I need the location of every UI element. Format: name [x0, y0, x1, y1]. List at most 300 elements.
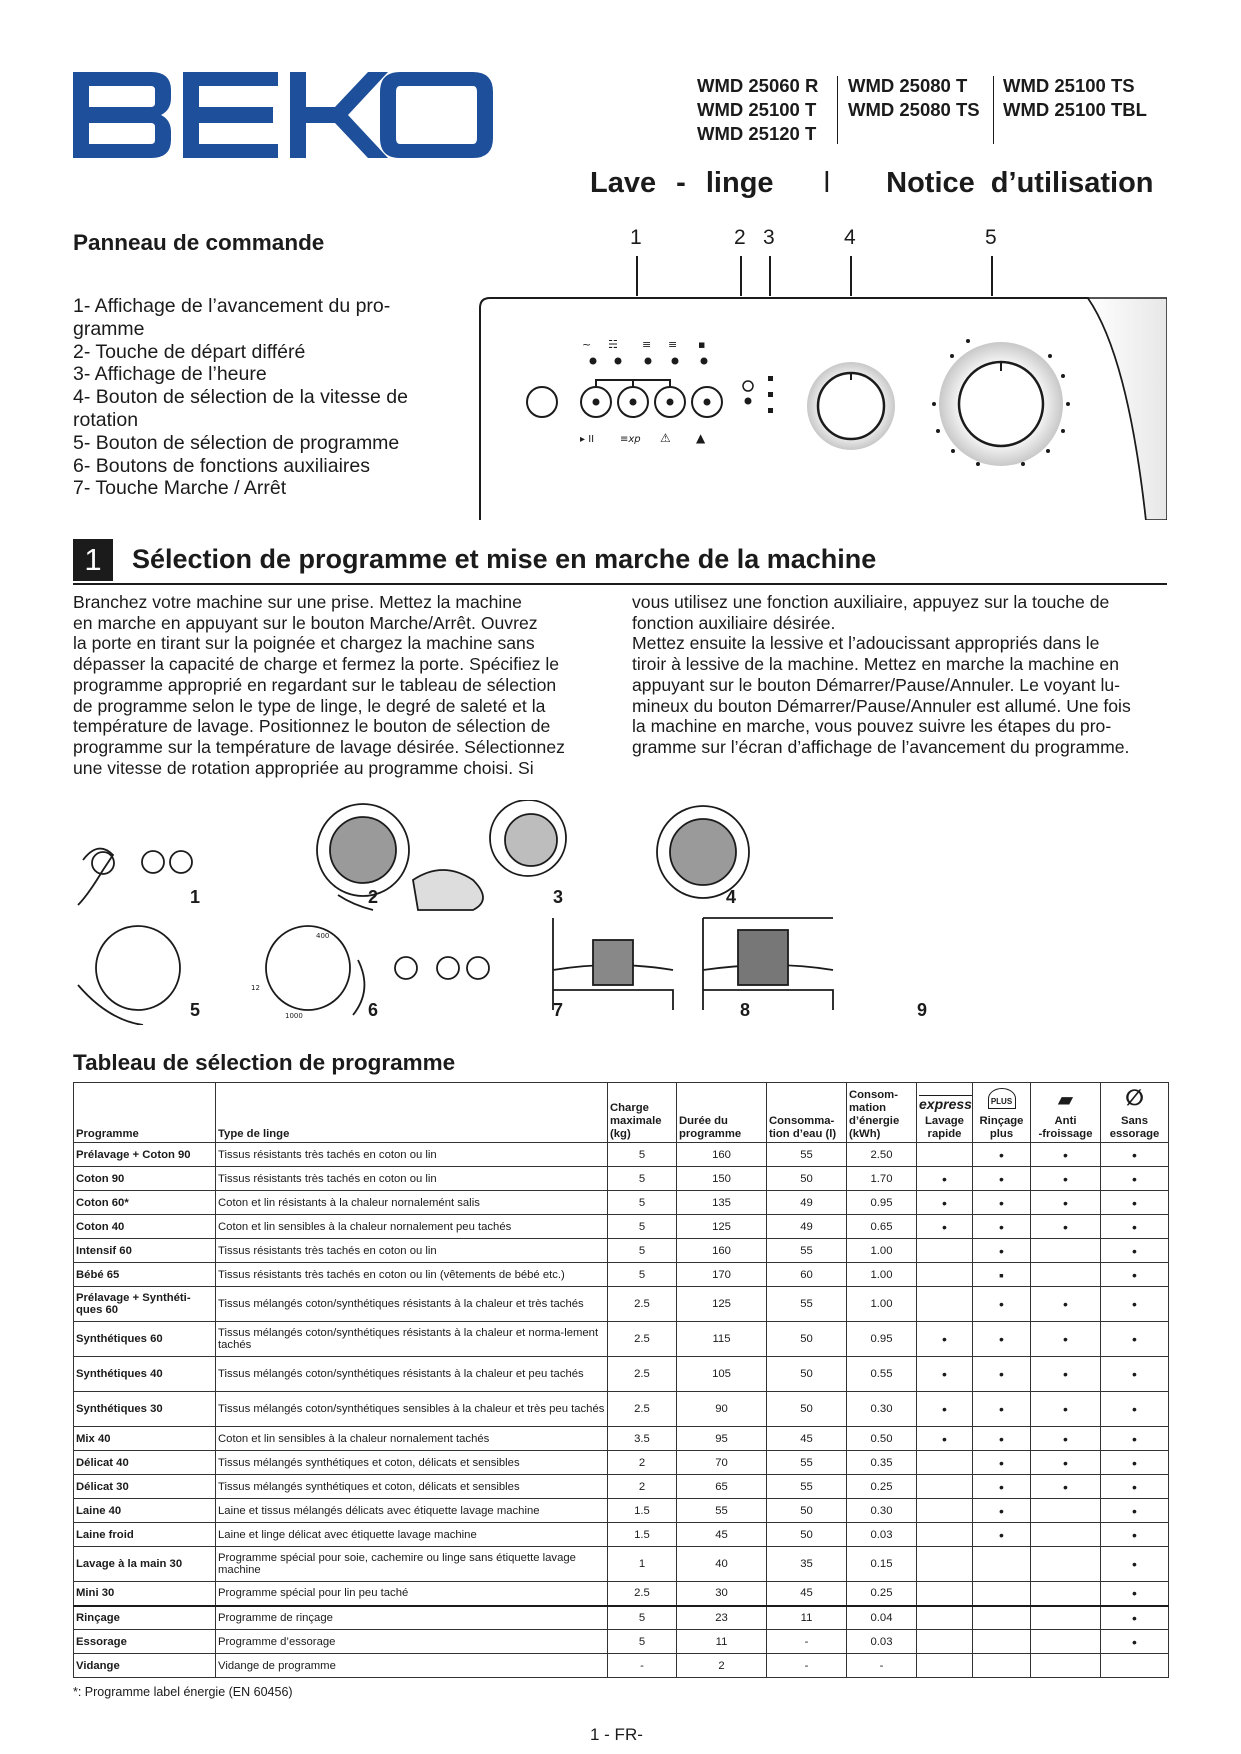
- table-cell: 0.95: [847, 1322, 917, 1357]
- table-cell: Essorage: [74, 1630, 216, 1654]
- table-cell: Tissus résistants très tachés en coton ou lin: [216, 1167, 608, 1191]
- table-row: [74, 1215, 1169, 1239]
- step-number: 1: [190, 887, 201, 907]
- table-cell: •: [917, 1322, 973, 1357]
- svg-text:☵: ☵: [608, 338, 618, 351]
- table-cell: 11: [677, 1630, 767, 1654]
- table-cell: [1101, 1654, 1169, 1678]
- table-cell: 0.03: [847, 1523, 917, 1547]
- table-cell: Coton et lin résistants à la chaleur nornalemént salis: [216, 1191, 608, 1215]
- table-cell: Rinçage: [74, 1606, 216, 1630]
- text-line: mineux du bouton Démarrer/Pause/Annuler est allumé. Une fois: [632, 695, 1131, 716]
- svg-text:▸ II: ▸ II: [580, 434, 595, 445]
- table-cell: Laine et linge délicat avec étiquette lavage machine: [216, 1523, 608, 1547]
- table-cell: [917, 1606, 973, 1630]
- col-header: Consom- mation d’énergie (kWh): [847, 1083, 917, 1143]
- table-cell: •: [917, 1215, 973, 1239]
- table-cell: Intensif 60: [74, 1239, 216, 1263]
- table-cell: •: [1101, 1499, 1169, 1523]
- col-header: ∅ Sans essorage: [1101, 1083, 1169, 1143]
- table-cell: Coton et lin sensibles à la chaleur nornalement peu tachés: [216, 1215, 608, 1239]
- table-cell: 45: [767, 1582, 847, 1606]
- text-line: appuyant sur le bouton Démarrer/Pause/Annuler. Le voyant lu-: [632, 674, 1121, 695]
- table-cell: 150: [677, 1167, 767, 1191]
- program-table: [73, 1082, 1169, 1678]
- col-header: Durée du programme: [677, 1083, 767, 1143]
- step-number: 3: [553, 887, 564, 907]
- table-cell: -: [608, 1654, 677, 1678]
- table-cell: 125: [677, 1287, 767, 1322]
- no-spin-icon: ∅: [1125, 1085, 1144, 1110]
- table-cell: 50: [767, 1392, 847, 1427]
- table-cell: 2.5: [608, 1357, 677, 1392]
- table-cell: 50: [767, 1167, 847, 1191]
- table-cell: Programme de rinçage: [216, 1606, 608, 1630]
- table-cell: •: [973, 1357, 1031, 1392]
- table-cell: [1031, 1606, 1101, 1630]
- table-cell: [917, 1523, 973, 1547]
- callout-line: [636, 256, 638, 296]
- table-cell: •: [1101, 1357, 1169, 1392]
- table-cell: [973, 1654, 1031, 1678]
- dial-label: 400: [316, 932, 330, 940]
- table-cell: •: [973, 1322, 1031, 1357]
- model-name: WMD 25100 TBL: [1003, 99, 1147, 120]
- legend-item: 5- Bouton de sélection de programme: [73, 431, 400, 454]
- col-header: Type de linge: [216, 1083, 608, 1143]
- table-cell: •: [973, 1523, 1031, 1547]
- col-header: Programme: [74, 1083, 216, 1143]
- table-cell: 2.5: [608, 1322, 677, 1357]
- table-cell: •: [1031, 1191, 1101, 1215]
- svg-text:≡: ≡: [668, 338, 678, 351]
- model-name: WMD 25120 T: [697, 123, 817, 144]
- table-cell: •: [1101, 1322, 1169, 1357]
- table-cell: •: [1101, 1523, 1169, 1547]
- table-cell: Mix 40: [74, 1427, 216, 1451]
- text-line: de programme selon le type de linge, le degré de saleté et la: [73, 695, 546, 716]
- table-cell: •: [917, 1191, 973, 1215]
- text-line: dépasser la capacité de charge et fermez la porte. Spécifiez le: [73, 654, 560, 675]
- table-cell: 2.5: [608, 1287, 677, 1322]
- legend-item: 1- Affichage de l’avancement du pro-: [73, 295, 391, 317]
- table-cell: 55: [767, 1239, 847, 1263]
- table-row: [74, 1143, 1169, 1167]
- table-row: [74, 1322, 1169, 1357]
- step-illustrations: [73, 800, 943, 1025]
- table-cell: •: [1031, 1215, 1101, 1239]
- step-number: 2: [368, 887, 379, 907]
- table-cell: 0.30: [847, 1392, 917, 1427]
- table-cell: 105: [677, 1357, 767, 1392]
- table-cell: [917, 1287, 973, 1322]
- text-line: la porte en tirant sur la poignée et chargez la machine sans: [73, 633, 535, 654]
- table-cell: 0.25: [847, 1582, 917, 1606]
- table-cell: •: [1101, 1191, 1169, 1215]
- table-cell: [1031, 1523, 1101, 1547]
- table-cell: •: [1101, 1582, 1169, 1606]
- table-cell: Délicat 30: [74, 1475, 216, 1499]
- table-cell: 0.35: [847, 1451, 917, 1475]
- table-cell: 45: [677, 1523, 767, 1547]
- table-cell: 1.00: [847, 1287, 917, 1322]
- table-cell: 115: [677, 1322, 767, 1357]
- model-name: WMD 25060 R: [697, 75, 819, 96]
- table-cell: 0.65: [847, 1215, 917, 1239]
- table-cell: 0.25: [847, 1475, 917, 1499]
- table-cell: 55: [767, 1143, 847, 1167]
- models-col-3: [1003, 74, 1147, 122]
- table-cell: •: [1101, 1427, 1169, 1451]
- table-cell: •: [1101, 1263, 1169, 1287]
- step-number: 7: [553, 1000, 564, 1020]
- table-row: [74, 1630, 1169, 1654]
- table-cell: 49: [767, 1191, 847, 1215]
- table-cell: •: [1101, 1451, 1169, 1475]
- iron-icon: ▰: [1057, 1089, 1074, 1111]
- table-cell: 90: [677, 1392, 767, 1427]
- table-cell: 0.30: [847, 1499, 917, 1523]
- table-cell: Programme spécial pour lin peu taché: [216, 1582, 608, 1606]
- table-cell: 160: [677, 1239, 767, 1263]
- callout-number: 3: [763, 226, 775, 249]
- table-cell: Coton 90: [74, 1167, 216, 1191]
- model-name: WMD 25080 TS: [848, 99, 980, 120]
- table-cell: 50: [767, 1523, 847, 1547]
- table-cell: [917, 1239, 973, 1263]
- table-cell: [1031, 1630, 1101, 1654]
- text-line: température de lavage. Positionnez le bouton de sélection de: [73, 716, 551, 737]
- text-line: gramme sur l’écran d’affichage de l’avancement du programme.: [632, 736, 1130, 757]
- legend-item: 6- Boutons de fonctions auxiliaires: [73, 454, 371, 477]
- table-cell: Tissus mélangés coton/synthétiques sensibles à la chaleur et très peu tachés: [216, 1392, 608, 1427]
- table-cell: [917, 1263, 973, 1287]
- table-cell: Laine et tissus mélangés délicats avec étiquette lavage machine: [216, 1499, 608, 1523]
- model-divider: [993, 76, 994, 144]
- table-cell: •: [973, 1191, 1031, 1215]
- table-cell: 5: [608, 1263, 677, 1287]
- panel-heading: Panneau de commande: [73, 230, 325, 255]
- table-cell: Tissus mélangés coton/synthétiques résistants à la chaleur et très tachés: [216, 1287, 608, 1322]
- model-name: WMD 25080 T: [848, 75, 968, 96]
- col-header: express Lavage rapide: [917, 1083, 973, 1143]
- svg-text:≡: ≡: [642, 338, 652, 351]
- table-cell: 1: [608, 1547, 677, 1582]
- callout-line: [740, 256, 742, 296]
- table-cell: 55: [767, 1451, 847, 1475]
- table-cell: Coton 40: [74, 1215, 216, 1239]
- table-row: [74, 1427, 1169, 1451]
- table-cell: 1.00: [847, 1263, 917, 1287]
- legend-item: 4- Bouton de sélection de la vitesse de: [73, 386, 408, 409]
- table-cell: -: [767, 1630, 847, 1654]
- callout-line: [991, 256, 993, 296]
- table-cell: 2.5: [608, 1392, 677, 1427]
- step-number: 4: [726, 887, 737, 907]
- table-cell: [917, 1499, 973, 1523]
- table-cell: •: [1031, 1427, 1101, 1451]
- legend-item: 3- Affichage de l’heure: [73, 363, 267, 386]
- table-cell: Coton 60*: [74, 1191, 216, 1215]
- col-header: Consomma- tion d’eau (l): [767, 1083, 847, 1143]
- table-cell: •: [973, 1427, 1031, 1451]
- table-cell: •: [973, 1451, 1031, 1475]
- table-cell: 1.5: [608, 1499, 677, 1523]
- svg-text:▲: ▲: [696, 431, 706, 445]
- table-cell: Mini 30: [74, 1582, 216, 1606]
- table-cell: [917, 1475, 973, 1499]
- section-title: Sélection de programme et mise en marche de la machine: [132, 544, 877, 574]
- table-cell: 0.55: [847, 1357, 917, 1392]
- table-cell: Tissus résistants très tachés en coton ou lin: [216, 1143, 608, 1167]
- table-cell: •: [1101, 1215, 1169, 1239]
- table-cell: 60: [767, 1263, 847, 1287]
- table-cell: 55: [767, 1475, 847, 1499]
- step-number: 8: [740, 1000, 751, 1020]
- table-cell: •: [1031, 1167, 1101, 1191]
- text-column-left: [73, 592, 613, 778]
- table-cell: 5: [608, 1191, 677, 1215]
- table-cell: Tissus mélangés synthétiques et coton, délicats et sensibles: [216, 1451, 608, 1475]
- table-cell: 30: [677, 1582, 767, 1606]
- table-cell: Prélavage + Synthéti-ques 60: [74, 1287, 216, 1322]
- table-cell: 2: [677, 1654, 767, 1678]
- table-row: [74, 1451, 1169, 1475]
- table-cell: 23: [677, 1606, 767, 1630]
- step-number: 5: [190, 1000, 201, 1020]
- table-cell: •: [973, 1499, 1031, 1523]
- footnote: *: Programme label énergie (EN 60456): [73, 1685, 293, 1699]
- table-cell: 0.03: [847, 1630, 917, 1654]
- table-cell: 3.5: [608, 1427, 677, 1451]
- table-cell: Coton et lin sensibles à la chaleur nornalement tachés: [216, 1427, 608, 1451]
- document-title: Lave - linge l Notice d’utilisation: [590, 167, 1154, 199]
- rinse-plus-icon: PLUS: [988, 1088, 1016, 1109]
- table-cell: •: [1101, 1392, 1169, 1427]
- table-cell: [1031, 1239, 1101, 1263]
- table-cell: Laine 40: [74, 1499, 216, 1523]
- callout-number: 5: [985, 226, 997, 249]
- table-row: [74, 1547, 1169, 1582]
- table-cell: Tissus résistants très tachés en coton ou lin: [216, 1239, 608, 1263]
- legend-item: 7- Touche Marche / Arrêt: [73, 477, 287, 500]
- table-cell: •: [917, 1357, 973, 1392]
- table-cell: 50: [767, 1499, 847, 1523]
- text-line: vous utilisez une fonction auxiliaire, appuyez sur la touche de: [632, 592, 1110, 612]
- table-row: [74, 1654, 1169, 1678]
- table-row: [74, 1239, 1169, 1263]
- table-cell: Synthétiques 40: [74, 1357, 216, 1392]
- table-cell: •: [973, 1239, 1031, 1263]
- table-cell: 5: [608, 1606, 677, 1630]
- table-cell: -: [847, 1654, 917, 1678]
- table-cell: 5: [608, 1215, 677, 1239]
- table-cell: Programme d’essorage: [216, 1630, 608, 1654]
- table-row: [74, 1499, 1169, 1523]
- table-cell: •: [973, 1143, 1031, 1167]
- table-cell: 2: [608, 1475, 677, 1499]
- table-cell: •: [1031, 1287, 1101, 1322]
- panel-legend: [73, 295, 453, 500]
- table-row: [74, 1357, 1169, 1392]
- table-row: [74, 1287, 1169, 1322]
- table-cell: 49: [767, 1215, 847, 1239]
- table-cell: Laine froid: [74, 1523, 216, 1547]
- table-cell: 5: [608, 1630, 677, 1654]
- table-cell: 55: [677, 1499, 767, 1523]
- table-cell: 5: [608, 1239, 677, 1263]
- table-cell: -: [767, 1654, 847, 1678]
- table-cell: 5: [608, 1167, 677, 1191]
- table-cell: [917, 1654, 973, 1678]
- table-cell: 65: [677, 1475, 767, 1499]
- table-cell: [973, 1582, 1031, 1606]
- table-cell: [973, 1606, 1031, 1630]
- beko-logo: [73, 72, 493, 158]
- text-line: Mettez ensuite la lessive et l’adoucissant appropriés dans le: [632, 633, 1100, 654]
- table-row: [74, 1191, 1169, 1215]
- table-cell: 11: [767, 1606, 847, 1630]
- table-cell: •: [1101, 1287, 1169, 1322]
- table-cell: Programme spécial pour soie, cachemire ou linge sans étiquette lavage machine: [216, 1547, 608, 1582]
- table-cell: 95: [677, 1427, 767, 1451]
- table-cell: Vidange de programme: [216, 1654, 608, 1678]
- table-cell: 50: [767, 1357, 847, 1392]
- table-cell: 40: [677, 1547, 767, 1582]
- table-cell: [1031, 1547, 1101, 1582]
- section-rule: [73, 583, 1167, 585]
- express-icon: express: [919, 1096, 972, 1112]
- table-cell: [917, 1547, 973, 1582]
- callout-line: [769, 256, 771, 296]
- table-cell: 1.5: [608, 1523, 677, 1547]
- table-row: [74, 1167, 1169, 1191]
- table-cell: •: [1031, 1475, 1101, 1499]
- table-cell: •: [1031, 1392, 1101, 1427]
- table-cell: 170: [677, 1263, 767, 1287]
- control-panel-illustration: [478, 296, 1167, 520]
- step-number: 6: [368, 1000, 379, 1020]
- svg-text:⚠: ⚠: [660, 431, 671, 445]
- table-cell: [917, 1143, 973, 1167]
- table-cell: [1031, 1654, 1101, 1678]
- table-cell: Tissus mélangés coton/synthétiques résistants à la chaleur et norma-lement tachés: [216, 1322, 608, 1357]
- table-cell: 50: [767, 1322, 847, 1357]
- table-cell: 125: [677, 1215, 767, 1239]
- table-cell: •: [1031, 1451, 1101, 1475]
- text-line: la machine en marche, vous pouvez suivre les étapes du pro-: [632, 716, 1112, 737]
- table-cell: •: [917, 1392, 973, 1427]
- table-cell: Bébé 65: [74, 1263, 216, 1287]
- table-cell: •: [1031, 1357, 1101, 1392]
- table-cell: Tissus résistants très tachés en coton ou lin (vêtements de bébé etc.): [216, 1263, 608, 1287]
- table-cell: •: [1101, 1167, 1169, 1191]
- col-header: ▰ Anti -froissage: [1031, 1083, 1101, 1143]
- table-cell: Vidange: [74, 1654, 216, 1678]
- table-cell: [1031, 1263, 1101, 1287]
- section-number: 1: [73, 539, 113, 581]
- table-cell: [917, 1630, 973, 1654]
- models-col-1: [697, 74, 818, 146]
- table-cell: 5: [608, 1143, 677, 1167]
- table-cell: 2.50: [847, 1143, 917, 1167]
- table-cell: 1.00: [847, 1239, 917, 1263]
- table-cell: •: [1101, 1547, 1169, 1582]
- table-cell: •: [917, 1167, 973, 1191]
- step-number: 9: [917, 1000, 928, 1020]
- model-name: WMD 25100 T: [697, 99, 817, 120]
- svg-text:≡xp: ≡xp: [620, 434, 641, 445]
- table-cell: Délicat 40: [74, 1451, 216, 1475]
- text-line: en marche en appuyant sur le bouton Marche/Arrêt. Ouvrez: [73, 612, 538, 633]
- table-cell: Tissus mélangés coton/synthétiques résistants à la chaleur et peu tachés: [216, 1357, 608, 1392]
- callout-number: 1: [630, 226, 642, 249]
- text-column-right: [632, 592, 1172, 758]
- svg-text:▪: ▪: [698, 338, 706, 351]
- table-cell: •: [973, 1287, 1031, 1322]
- legend-item: 2- Touche de départ différé: [73, 340, 306, 363]
- table-cell: •: [973, 1392, 1031, 1427]
- table-cell: •: [1101, 1475, 1169, 1499]
- table-row: [74, 1606, 1169, 1630]
- table-cell: [917, 1582, 973, 1606]
- table-row: [74, 1582, 1169, 1606]
- table-cell: [917, 1451, 973, 1475]
- table-cell: 55: [767, 1287, 847, 1322]
- table-cell: Synthétiques 30: [74, 1392, 216, 1427]
- table-cell: 160: [677, 1143, 767, 1167]
- table-title: Tableau de sélection de programme: [73, 1050, 456, 1075]
- callout-line: [850, 256, 852, 296]
- table-cell: 1.70: [847, 1167, 917, 1191]
- table-cell: [1031, 1582, 1101, 1606]
- legend-item: rotation: [73, 408, 139, 431]
- table-cell: ▪: [973, 1263, 1031, 1287]
- table-cell: •: [1101, 1239, 1169, 1263]
- page-number: 1 - FR-: [590, 1725, 643, 1744]
- legend-item: gramme: [73, 317, 145, 340]
- col-header: PLUS Rinçage plus: [973, 1083, 1031, 1143]
- table-cell: •: [1101, 1143, 1169, 1167]
- table-cell: [973, 1547, 1031, 1582]
- col-header: Charge maximale (kg): [608, 1083, 677, 1143]
- model-name: WMD 25100 TS: [1003, 75, 1135, 96]
- table-cell: •: [1031, 1143, 1101, 1167]
- table-cell: •: [973, 1475, 1031, 1499]
- table-cell: •: [1101, 1606, 1169, 1630]
- table-cell: 135: [677, 1191, 767, 1215]
- text-line: Branchez votre machine sur une prise. Mettez la machine: [73, 592, 522, 612]
- callout-number: 4: [844, 226, 856, 249]
- table-cell: Synthétiques 60: [74, 1322, 216, 1357]
- callout-number: 2: [734, 226, 746, 249]
- table-cell: Prélavage + Coton 90: [74, 1143, 216, 1167]
- text-line: programme sur la température de lavage désirée. Sélectionnez: [73, 736, 565, 757]
- table-cell: •: [1031, 1322, 1101, 1357]
- text-line: programme approprié en regardant sur le tableau de sélection: [73, 674, 557, 695]
- table-cell: •: [973, 1167, 1031, 1191]
- table-header-row: [74, 1083, 1169, 1143]
- table-row: [74, 1523, 1169, 1547]
- table-row: [74, 1475, 1169, 1499]
- table-cell: 0.50: [847, 1427, 917, 1451]
- model-divider: [837, 76, 838, 144]
- table-cell: 2: [608, 1451, 677, 1475]
- table-cell: [1031, 1499, 1101, 1523]
- text-line: une vitesse de rotation appropriée au programme choisi. Si: [73, 757, 534, 778]
- models-col-2: [848, 74, 980, 122]
- table-cell: [973, 1630, 1031, 1654]
